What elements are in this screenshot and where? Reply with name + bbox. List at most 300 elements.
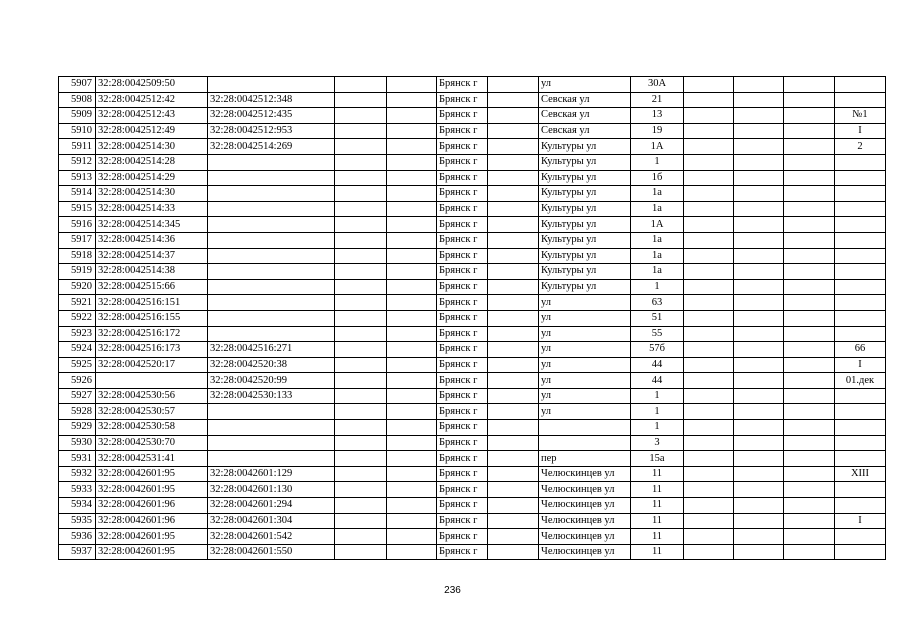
city-cell: Брянск г	[437, 248, 488, 264]
empty-cell	[387, 420, 437, 436]
linked-cadastral-number-cell: 32:28:0042512:348	[208, 92, 335, 108]
empty-cell	[784, 326, 835, 342]
city-cell: Брянск г	[437, 451, 488, 467]
cadastral-number-cell: 32:28:0042601:96	[96, 498, 208, 514]
city-cell: Брянск г	[437, 326, 488, 342]
empty-cell	[335, 373, 387, 389]
empty-cell	[488, 123, 539, 139]
city-cell: Брянск г	[437, 217, 488, 233]
row-number-cell: 5911	[59, 139, 96, 155]
table-row	[59, 295, 886, 311]
empty-cell	[387, 264, 437, 280]
empty-cell	[335, 232, 387, 248]
premises-number-cell	[835, 420, 886, 436]
row-number-cell: 5913	[59, 170, 96, 186]
table-row	[59, 264, 886, 280]
city-cell: Брянск г	[437, 482, 488, 498]
empty-cell	[784, 388, 835, 404]
empty-cell	[734, 154, 784, 170]
city-cell: Брянск г	[437, 154, 488, 170]
empty-cell	[684, 529, 734, 545]
street-cell: Севская ул	[539, 92, 631, 108]
empty-cell	[387, 295, 437, 311]
empty-cell	[734, 217, 784, 233]
empty-cell	[784, 357, 835, 373]
table-row	[59, 529, 886, 545]
street-cell: Культуры ул	[539, 217, 631, 233]
house-number-cell: 1	[631, 404, 684, 420]
cadastral-number-cell: 32:28:0042530:56	[96, 388, 208, 404]
empty-cell	[488, 295, 539, 311]
cadastral-number-cell: 32:28:0042512:43	[96, 108, 208, 124]
street-cell: Челюскинцев ул	[539, 498, 631, 514]
table-row	[59, 248, 886, 264]
cadastral-number-cell: 32:28:0042515:66	[96, 279, 208, 295]
city-cell: Брянск г	[437, 123, 488, 139]
empty-cell	[387, 404, 437, 420]
empty-cell	[488, 264, 539, 280]
cadastral-number-cell: 32:28:0042601:95	[96, 466, 208, 482]
table-row	[59, 123, 886, 139]
cadastral-number-cell: 32:28:0042601:96	[96, 513, 208, 529]
street-cell: ул	[539, 326, 631, 342]
empty-cell	[335, 544, 387, 560]
cadastral-number-cell: 32:28:0042530:70	[96, 435, 208, 451]
premises-number-cell	[835, 388, 886, 404]
street-cell: ул	[539, 295, 631, 311]
premises-number-cell: I	[835, 123, 886, 139]
city-cell: Брянск г	[437, 279, 488, 295]
premises-number-cell: I	[835, 513, 886, 529]
table-row	[59, 342, 886, 358]
empty-cell	[734, 529, 784, 545]
table-row	[59, 77, 886, 93]
house-number-cell: 11	[631, 482, 684, 498]
empty-cell	[335, 279, 387, 295]
street-cell: Культуры ул	[539, 264, 631, 280]
cadastral-number-cell: 32:28:0042514:28	[96, 154, 208, 170]
premises-number-cell	[835, 264, 886, 280]
cadastral-number-cell: 32:28:0042514:30	[96, 139, 208, 155]
empty-cell	[684, 123, 734, 139]
empty-cell	[488, 482, 539, 498]
empty-cell	[488, 513, 539, 529]
row-number-cell: 5921	[59, 295, 96, 311]
empty-cell	[335, 217, 387, 233]
empty-cell	[387, 466, 437, 482]
linked-cadastral-number-cell	[208, 279, 335, 295]
empty-cell	[387, 123, 437, 139]
table-row	[59, 139, 886, 155]
empty-cell	[488, 92, 539, 108]
cadastral-number-cell: 32:28:0042601:95	[96, 482, 208, 498]
empty-cell	[335, 466, 387, 482]
empty-cell	[784, 310, 835, 326]
empty-cell	[387, 498, 437, 514]
empty-cell	[335, 295, 387, 311]
street-cell: Культуры ул	[539, 248, 631, 264]
row-number-cell: 5930	[59, 435, 96, 451]
street-cell: ул	[539, 388, 631, 404]
premises-number-cell: XIII	[835, 466, 886, 482]
cadastral-number-cell: 32:28:0042512:49	[96, 123, 208, 139]
empty-cell	[488, 451, 539, 467]
empty-cell	[784, 201, 835, 217]
empty-cell	[488, 342, 539, 358]
empty-cell	[734, 435, 784, 451]
empty-cell	[488, 310, 539, 326]
row-number-cell: 5925	[59, 357, 96, 373]
linked-cadastral-number-cell	[208, 435, 335, 451]
empty-cell	[784, 513, 835, 529]
city-cell: Брянск г	[437, 201, 488, 217]
empty-cell	[784, 217, 835, 233]
city-cell: Брянск г	[437, 264, 488, 280]
street-cell: ул	[539, 77, 631, 93]
premises-number-cell	[835, 451, 886, 467]
table-row	[59, 108, 886, 124]
street-cell: ул	[539, 342, 631, 358]
empty-cell	[734, 139, 784, 155]
house-number-cell: 1а	[631, 201, 684, 217]
premises-number-cell	[835, 201, 886, 217]
empty-cell	[684, 248, 734, 264]
empty-cell	[784, 451, 835, 467]
premises-number-cell	[835, 232, 886, 248]
house-number-cell: 1а	[631, 186, 684, 202]
premises-number-cell	[835, 186, 886, 202]
city-cell: Брянск г	[437, 404, 488, 420]
empty-cell	[335, 92, 387, 108]
empty-cell	[387, 201, 437, 217]
linked-cadastral-number-cell: 32:28:0042520:38	[208, 357, 335, 373]
empty-cell	[684, 404, 734, 420]
empty-cell	[335, 310, 387, 326]
empty-cell	[784, 186, 835, 202]
row-number-cell: 5927	[59, 388, 96, 404]
empty-cell	[387, 357, 437, 373]
empty-cell	[488, 326, 539, 342]
premises-number-cell	[835, 310, 886, 326]
cadastral-number-cell: 32:28:0042531:41	[96, 451, 208, 467]
empty-cell	[335, 154, 387, 170]
street-cell: Челюскинцев ул	[539, 544, 631, 560]
house-number-cell: 19	[631, 123, 684, 139]
cadastral-number-cell: 32:28:0042514:345	[96, 217, 208, 233]
empty-cell	[684, 108, 734, 124]
empty-cell	[734, 513, 784, 529]
empty-cell	[387, 92, 437, 108]
empty-cell	[488, 498, 539, 514]
table-row	[59, 482, 886, 498]
premises-number-cell	[835, 248, 886, 264]
row-number-cell: 5919	[59, 264, 96, 280]
empty-cell	[734, 544, 784, 560]
registry-table	[58, 76, 886, 560]
city-cell: Брянск г	[437, 529, 488, 545]
street-cell: Культуры ул	[539, 154, 631, 170]
empty-cell	[684, 139, 734, 155]
empty-cell	[784, 123, 835, 139]
empty-cell	[684, 357, 734, 373]
empty-cell	[488, 529, 539, 545]
empty-cell	[684, 154, 734, 170]
empty-cell	[387, 279, 437, 295]
cadastral-number-cell: 32:28:0042514:36	[96, 232, 208, 248]
row-number-cell: 5928	[59, 404, 96, 420]
empty-cell	[335, 108, 387, 124]
cadastral-number-cell: 32:28:0042516:172	[96, 326, 208, 342]
empty-cell	[734, 310, 784, 326]
house-number-cell: 44	[631, 373, 684, 389]
empty-cell	[684, 498, 734, 514]
empty-cell	[684, 466, 734, 482]
empty-cell	[734, 295, 784, 311]
empty-cell	[387, 326, 437, 342]
row-number-cell: 5924	[59, 342, 96, 358]
empty-cell	[684, 201, 734, 217]
empty-cell	[734, 108, 784, 124]
empty-cell	[784, 154, 835, 170]
empty-cell	[784, 170, 835, 186]
empty-cell	[335, 186, 387, 202]
empty-cell	[784, 92, 835, 108]
empty-cell	[488, 435, 539, 451]
city-cell: Брянск г	[437, 108, 488, 124]
empty-cell	[335, 357, 387, 373]
linked-cadastral-number-cell	[208, 264, 335, 280]
empty-cell	[387, 248, 437, 264]
city-cell: Брянск г	[437, 342, 488, 358]
empty-cell	[488, 201, 539, 217]
street-cell: ул	[539, 310, 631, 326]
empty-cell	[684, 482, 734, 498]
cadastral-number-cell: 32:28:0042512:42	[96, 92, 208, 108]
empty-cell	[734, 170, 784, 186]
row-number-cell: 5926	[59, 373, 96, 389]
premises-number-cell: 66	[835, 342, 886, 358]
cadastral-number-cell: 32:28:0042514:37	[96, 248, 208, 264]
empty-cell	[734, 404, 784, 420]
cadastral-number-cell: 32:28:0042514:38	[96, 264, 208, 280]
empty-cell	[387, 217, 437, 233]
empty-cell	[784, 279, 835, 295]
linked-cadastral-number-cell	[208, 310, 335, 326]
linked-cadastral-number-cell: 32:28:0042514:269	[208, 139, 335, 155]
empty-cell	[684, 388, 734, 404]
empty-cell	[684, 279, 734, 295]
street-cell: Культуры ул	[539, 201, 631, 217]
empty-cell	[734, 232, 784, 248]
empty-cell	[488, 186, 539, 202]
empty-cell	[387, 310, 437, 326]
linked-cadastral-number-cell: 32:28:0042512:953	[208, 123, 335, 139]
empty-cell	[784, 108, 835, 124]
empty-cell	[335, 435, 387, 451]
house-number-cell: 1а	[631, 232, 684, 248]
empty-cell	[784, 529, 835, 545]
empty-cell	[684, 92, 734, 108]
house-number-cell: 11	[631, 466, 684, 482]
empty-cell	[335, 498, 387, 514]
empty-cell	[734, 357, 784, 373]
house-number-cell: 1А	[631, 139, 684, 155]
table-row	[59, 232, 886, 248]
empty-cell	[335, 529, 387, 545]
empty-cell	[734, 373, 784, 389]
table-row	[59, 170, 886, 186]
empty-cell	[784, 404, 835, 420]
linked-cadastral-number-cell	[208, 404, 335, 420]
empty-cell	[784, 544, 835, 560]
street-cell: Севская ул	[539, 108, 631, 124]
city-cell: Брянск г	[437, 170, 488, 186]
row-number-cell: 5910	[59, 123, 96, 139]
row-number-cell: 5916	[59, 217, 96, 233]
row-number-cell: 5909	[59, 108, 96, 124]
empty-cell	[488, 170, 539, 186]
linked-cadastral-number-cell	[208, 170, 335, 186]
row-number-cell: 5917	[59, 232, 96, 248]
city-cell: Брянск г	[437, 186, 488, 202]
linked-cadastral-number-cell: 32:28:0042601:304	[208, 513, 335, 529]
premises-number-cell	[835, 92, 886, 108]
empty-cell	[488, 217, 539, 233]
table-body	[59, 77, 886, 560]
empty-cell	[784, 77, 835, 93]
premises-number-cell	[835, 544, 886, 560]
premises-number-cell	[835, 498, 886, 514]
empty-cell	[387, 154, 437, 170]
empty-cell	[784, 342, 835, 358]
row-number-cell: 5933	[59, 482, 96, 498]
empty-cell	[684, 451, 734, 467]
premises-number-cell	[835, 482, 886, 498]
table-row	[59, 279, 886, 295]
empty-cell	[784, 373, 835, 389]
street-cell: Челюскинцев ул	[539, 529, 631, 545]
empty-cell	[335, 123, 387, 139]
empty-cell	[387, 186, 437, 202]
empty-cell	[784, 482, 835, 498]
table-row	[59, 310, 886, 326]
empty-cell	[684, 373, 734, 389]
empty-cell	[488, 420, 539, 436]
street-cell: Культуры ул	[539, 279, 631, 295]
empty-cell	[734, 279, 784, 295]
empty-cell	[734, 248, 784, 264]
cadastral-number-cell	[96, 373, 208, 389]
empty-cell	[335, 451, 387, 467]
cadastral-number-cell: 32:28:0042520:17	[96, 357, 208, 373]
empty-cell	[734, 420, 784, 436]
house-number-cell: 1а	[631, 248, 684, 264]
empty-cell	[387, 529, 437, 545]
linked-cadastral-number-cell: 32:28:0042601:294	[208, 498, 335, 514]
empty-cell	[387, 342, 437, 358]
street-cell: ул	[539, 357, 631, 373]
empty-cell	[335, 139, 387, 155]
empty-cell	[734, 186, 784, 202]
row-number-cell: 5918	[59, 248, 96, 264]
city-cell: Брянск г	[437, 544, 488, 560]
table-row	[59, 154, 886, 170]
empty-cell	[734, 77, 784, 93]
empty-cell	[684, 310, 734, 326]
empty-cell	[387, 544, 437, 560]
row-number-cell: 5914	[59, 186, 96, 202]
street-cell: Челюскинцев ул	[539, 466, 631, 482]
city-cell: Брянск г	[437, 466, 488, 482]
empty-cell	[335, 404, 387, 420]
cadastral-number-cell: 32:28:0042514:30	[96, 186, 208, 202]
empty-cell	[784, 420, 835, 436]
row-number-cell: 5908	[59, 92, 96, 108]
empty-cell	[684, 435, 734, 451]
cadastral-number-cell: 32:28:0042509:50	[96, 77, 208, 93]
street-cell: Челюскинцев ул	[539, 482, 631, 498]
linked-cadastral-number-cell: 32:28:0042520:99	[208, 373, 335, 389]
empty-cell	[488, 154, 539, 170]
city-cell: Брянск г	[437, 420, 488, 436]
empty-cell	[684, 295, 734, 311]
city-cell: Брянск г	[437, 310, 488, 326]
table-row	[59, 326, 886, 342]
cadastral-number-cell: 32:28:0042516:151	[96, 295, 208, 311]
empty-cell	[684, 342, 734, 358]
empty-cell	[488, 108, 539, 124]
empty-cell	[488, 388, 539, 404]
empty-cell	[387, 435, 437, 451]
empty-cell	[335, 342, 387, 358]
empty-cell	[335, 326, 387, 342]
empty-cell	[684, 217, 734, 233]
empty-cell	[387, 170, 437, 186]
street-cell: пер	[539, 451, 631, 467]
row-number-cell: 5907	[59, 77, 96, 93]
city-cell: Брянск г	[437, 77, 488, 93]
row-number-cell: 5934	[59, 498, 96, 514]
empty-cell	[387, 513, 437, 529]
empty-cell	[784, 139, 835, 155]
premises-number-cell	[835, 170, 886, 186]
linked-cadastral-number-cell	[208, 201, 335, 217]
table-row	[59, 217, 886, 233]
empty-cell	[488, 279, 539, 295]
row-number-cell: 5923	[59, 326, 96, 342]
city-cell: Брянск г	[437, 513, 488, 529]
linked-cadastral-number-cell	[208, 186, 335, 202]
city-cell: Брянск г	[437, 373, 488, 389]
empty-cell	[335, 513, 387, 529]
premises-number-cell: №1	[835, 108, 886, 124]
empty-cell	[734, 388, 784, 404]
linked-cadastral-number-cell: 32:28:0042601:129	[208, 466, 335, 482]
street-cell: Культуры ул	[539, 139, 631, 155]
table-row	[59, 186, 886, 202]
empty-cell	[684, 420, 734, 436]
empty-cell	[684, 77, 734, 93]
table-row	[59, 357, 886, 373]
empty-cell	[335, 77, 387, 93]
premises-number-cell	[835, 154, 886, 170]
row-number-cell: 5936	[59, 529, 96, 545]
empty-cell	[684, 513, 734, 529]
empty-cell	[488, 466, 539, 482]
table-row	[59, 92, 886, 108]
empty-cell	[387, 451, 437, 467]
empty-cell	[387, 232, 437, 248]
